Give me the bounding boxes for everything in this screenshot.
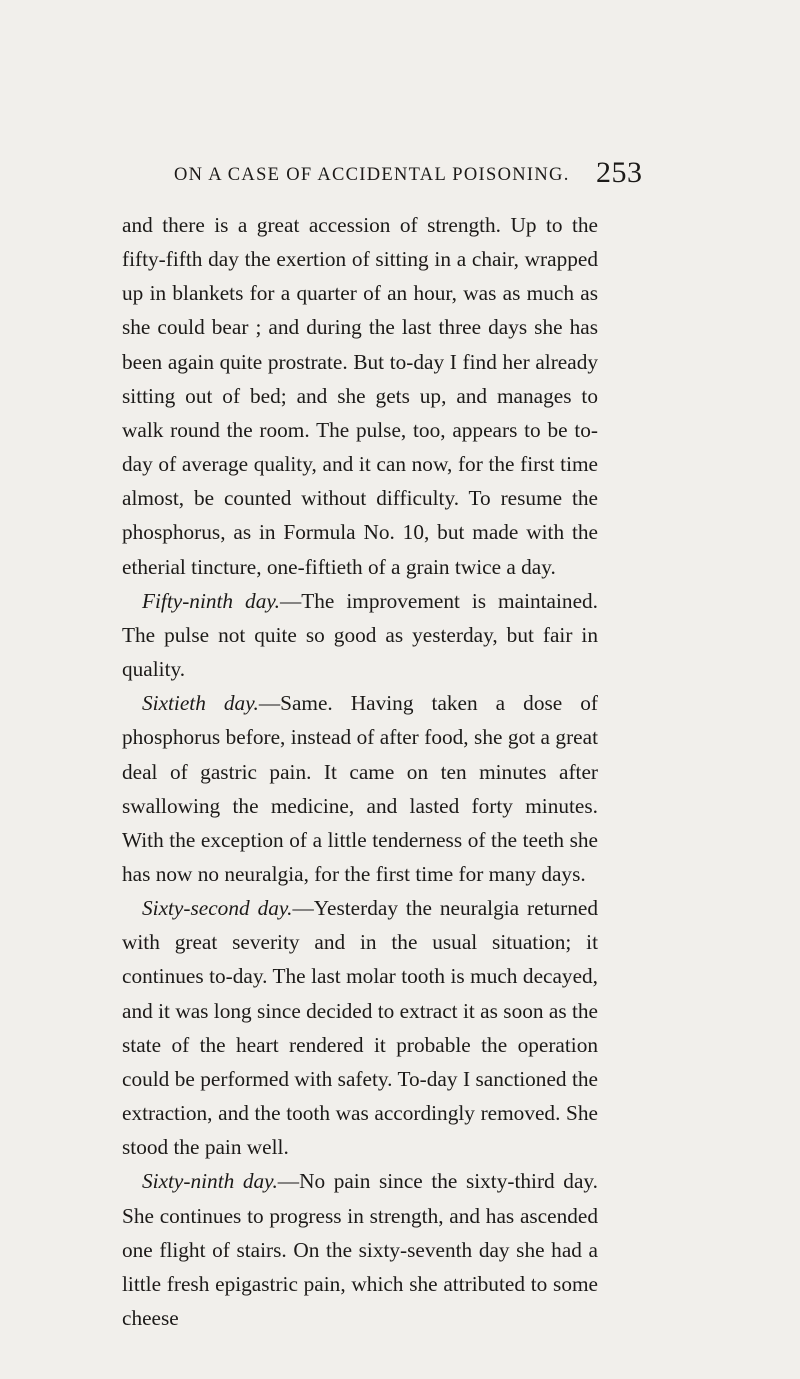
paragraph-continued [122, 208, 598, 584]
paragraph-sixtieth-day [122, 686, 598, 891]
page-number: 253 [596, 156, 643, 189]
running-title: ON A CASE OF ACCIDENTAL POISONING. [174, 165, 570, 185]
paragraph-sixty-second-day [122, 891, 598, 1164]
paragraph-text: —Yesterday the neuralgia returned with great severity and in the usual situation; it continues to-day. The last molar tooth is much decayed, and it was long since decided to extract it as soon as the state of the heart rendered it probable the operation could be performed with safety. To-day I sanctioned the extraction, and the tooth was accordingly removed. She stood the pain well. [122, 896, 598, 1160]
day-heading: Sixty-ninth day. [142, 1169, 278, 1194]
paragraph-text: and there is a great accession of strength. Up to the fifty-fifth day the exertion of sitting in a chair, wrapped up in blankets for a quarter of an hour, was as much as she could bear ; and during the last three days she has been again quite prostrate. But to-day I find her already sitting out of bed; and she gets up, and manages to walk round the room. The pulse, too, appears to be to-day of average quality, and it can now, for the first time almost, be counted without difficulty. To resume the phosphorus, as in Formula No. 10, but made with the etherial tincture, one-fiftieth of a grain twice a day. [122, 213, 598, 579]
day-heading: Fifty-ninth day. [142, 588, 280, 613]
paragraph-text: —The improvement is maintained. The pulse not quite so good as yesterday, but fair in quality. [122, 588, 598, 682]
paragraph-fifty-ninth-day [122, 584, 598, 686]
paragraph-text: —Same. Having taken a dose of phosphorus before, instead of after food, she got a great deal of gastric pain. It came on ten minutes after swallowing the medicine, and lasted forty minutes. With the exception of a little tenderness of the teeth she has now no neuralgia, for the first time for many days. [122, 691, 598, 886]
paragraph-sixty-ninth-day [122, 1164, 598, 1335]
paragraph-text: —No pain since the sixty-third day. She continues to progress in strength, and has ascended one flight of stairs. On the sixty-seventh day she had a little fresh epigastric pain, which she attributed to some cheese [122, 1169, 598, 1330]
day-heading: Sixtieth day. [142, 691, 259, 716]
body-text [122, 208, 598, 1335]
day-heading: Sixty-second day. [142, 896, 293, 921]
